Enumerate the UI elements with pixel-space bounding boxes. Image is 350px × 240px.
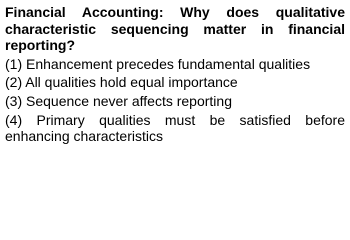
answer-options: [5, 56, 345, 145]
answer-option-1: (1) Enhancement precedes fundamental qualities: [5, 55, 311, 72]
answer-option-4: (4) Primary qualities must be satisfied before enhancing characteristics: [5, 111, 345, 145]
answer-option-2: (2) All qualities hold equal importance: [5, 74, 238, 91]
question-text: Financial Accounting: Why does qualitative characteristic sequencing matter in financial reporting?: [5, 4, 345, 53]
answer-option-3: (3) Sequence never affects reporting: [5, 93, 232, 110]
